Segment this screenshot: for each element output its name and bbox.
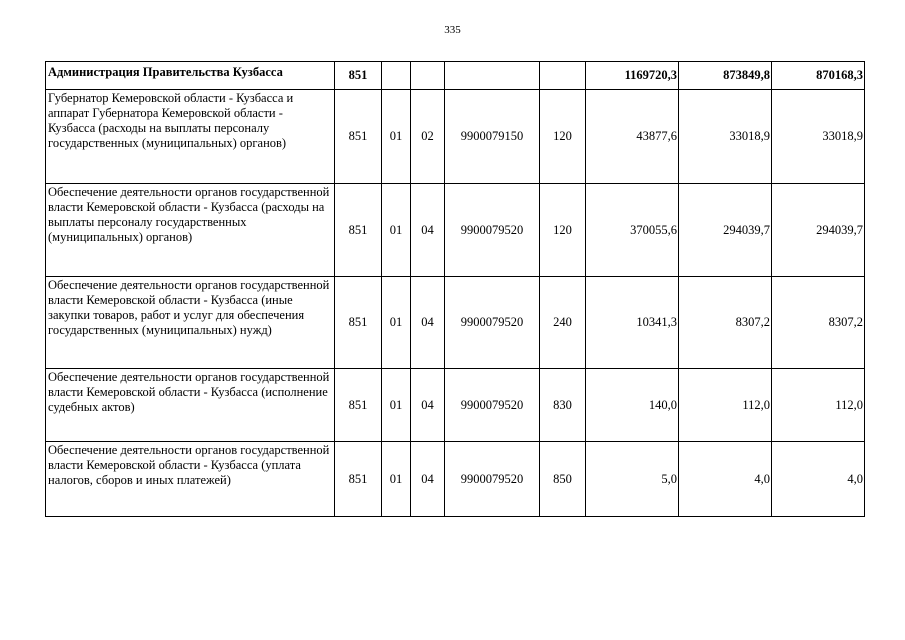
table-row [46,277,865,369]
amount-year-2: 8307,2 [679,277,772,369]
section-code: 01 [382,90,411,184]
subsection-code: 04 [411,369,445,442]
row-name: Администрация Правительства Кузбасса [46,62,335,90]
section-code: 01 [382,277,411,369]
table-row-admin-total [46,62,865,90]
amount-year-2: 873849,8 [679,62,772,90]
amount-year-2: 4,0 [679,442,772,517]
expense-type-code: 240 [540,277,586,369]
expense-type-code: 830 [540,369,586,442]
ministry-code: 851 [335,62,382,90]
expense-type-code: 850 [540,442,586,517]
section-code: 01 [382,184,411,277]
target-article-code [445,62,540,90]
ministry-code: 851 [335,277,382,369]
amount-year-3: 294039,7 [772,184,865,277]
amount-year-3: 33018,9 [772,90,865,184]
section-code [382,62,411,90]
table-row [46,442,865,517]
section-code: 01 [382,442,411,517]
ministry-code: 851 [335,442,382,517]
table-row [46,90,865,184]
amount-year-3: 4,0 [772,442,865,517]
page-number: 335 [444,24,461,36]
amount-year-2: 112,0 [679,369,772,442]
amount-year-2: 33018,9 [679,90,772,184]
table-row [46,369,865,442]
target-article-code: 9900079520 [445,369,540,442]
target-article-code: 9900079520 [445,277,540,369]
row-name: Обеспечение деятельности органов государственной власти Кемеровской области - Кузбасса (исполнение судебных актов) [46,369,335,442]
row-name: Губернатор Кемеровской области - Кузбасса и аппарат Губернатора Кемеровской области - Кузбасса (расходы на выплаты персоналу государственных (муниципальных) органов) [46,90,335,184]
amount-year-1: 370055,6 [586,184,679,277]
target-article-code: 9900079150 [445,90,540,184]
amount-year-3: 870168,3 [772,62,865,90]
ministry-code: 851 [335,184,382,277]
target-article-code: 9900079520 [445,442,540,517]
target-article-code: 9900079520 [445,184,540,277]
subsection-code: 02 [411,90,445,184]
subsection-code: 04 [411,184,445,277]
amount-year-1: 10341,3 [586,277,679,369]
amount-year-2: 294039,7 [679,184,772,277]
ministry-code: 851 [335,90,382,184]
amount-year-3: 112,0 [772,369,865,442]
section-code: 01 [382,369,411,442]
subsection-code [411,62,445,90]
amount-year-1: 43877,6 [586,90,679,184]
expense-type-code: 120 [540,184,586,277]
amount-year-1: 5,0 [586,442,679,517]
row-name: Обеспечение деятельности органов государственной власти Кемеровской области - Кузбасса (иные закупки товаров, работ и услуг для обеспечения государственных (муниципальных) нужд) [46,277,335,369]
budget-table [45,61,865,517]
row-name: Обеспечение деятельности органов государственной власти Кемеровской области - Кузбасса (расходы на выплаты персоналу государственных (муниципальных) органов) [46,184,335,277]
subsection-code: 04 [411,442,445,517]
table-row [46,184,865,277]
ministry-code: 851 [335,369,382,442]
row-name: Обеспечение деятельности органов государственной власти Кемеровской области - Кузбасса (уплата налогов, сборов и иных платежей) [46,442,335,517]
expense-type-code: 120 [540,90,586,184]
subsection-code: 04 [411,277,445,369]
amount-year-3: 8307,2 [772,277,865,369]
amount-year-1: 1169720,3 [586,62,679,90]
amount-year-1: 140,0 [586,369,679,442]
expense-type-code [540,62,586,90]
